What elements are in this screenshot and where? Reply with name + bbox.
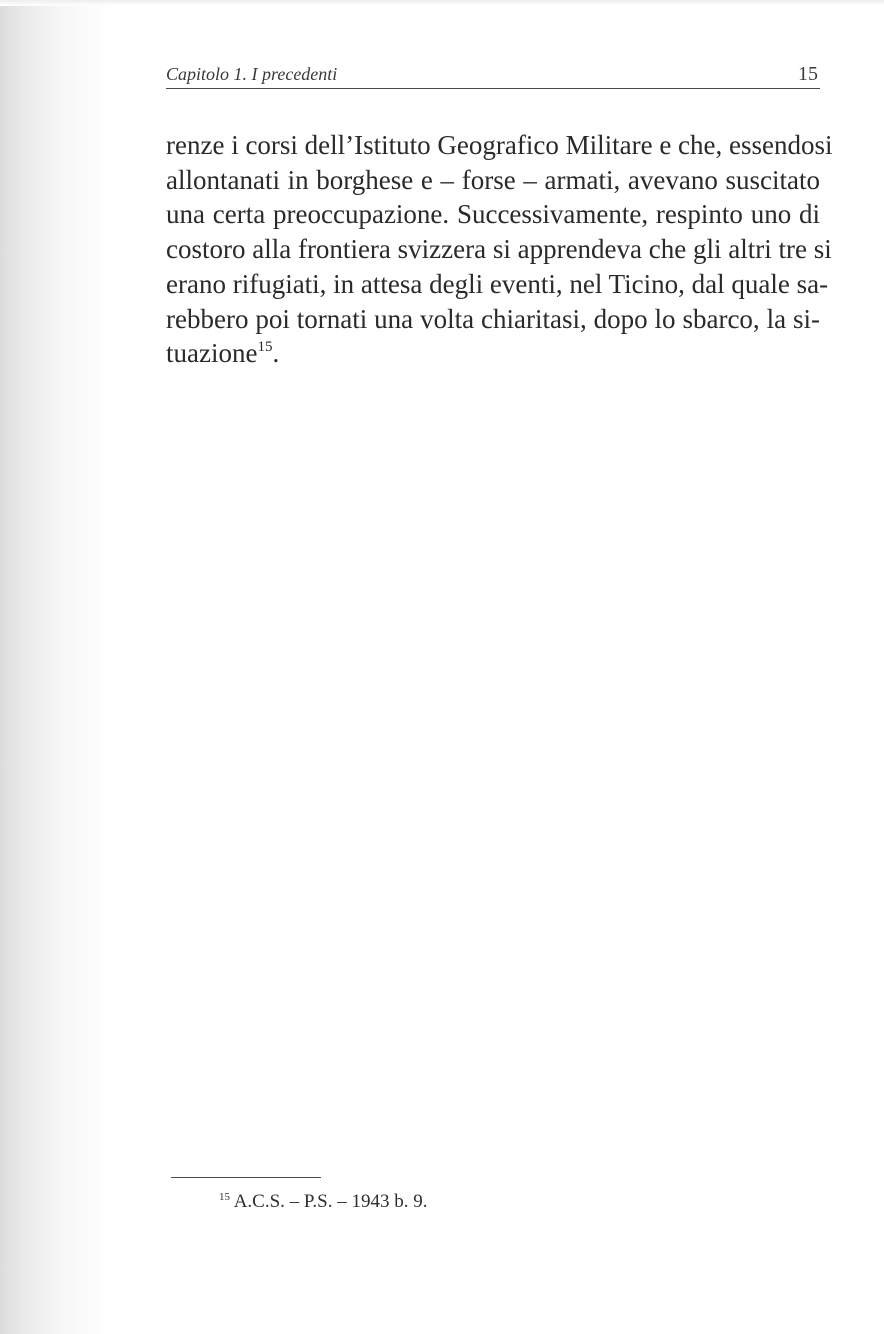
text-line: costoro alla frontiera svizzera si apprendeva che gli altri tre si [166,234,832,265]
footnote-marker: 15 [219,1191,230,1203]
footnote-separator [171,1177,321,1178]
text-line: rebbero poi tornati una volta chiaritasi, dopo lo sbarco, la si- [166,303,820,334]
text-line: una certa preoccupazione. Successivamente, respinto uno di [166,199,820,230]
footnote-text: A.C.S. – P.S. – 1943 b. 9. [230,1191,428,1212]
running-head [166,62,820,89]
footnote-reference[interactable]: 15 [257,339,273,356]
running-title: Capitolo 1. I precedenti [166,64,338,84]
final-punctuation: . [272,338,280,369]
scan-top-shadow [0,0,884,6]
page-number: 15 [798,63,818,85]
text-line-last [166,336,820,371]
text-line: allontanati in borghese e – forse – armati, avevano suscitato [166,164,820,195]
text-line: renze i corsi dell’Istituto Geografico Militare e che, essendosi [166,130,833,160]
footnote [219,1189,427,1215]
text-line: erano rifugiati, in attesa degli eventi, nel Ticino, dal quale sa- [166,268,829,299]
text-line-content: tuazione [166,338,258,369]
scan-edge-shadow [0,0,110,1334]
body-paragraph [166,128,833,371]
